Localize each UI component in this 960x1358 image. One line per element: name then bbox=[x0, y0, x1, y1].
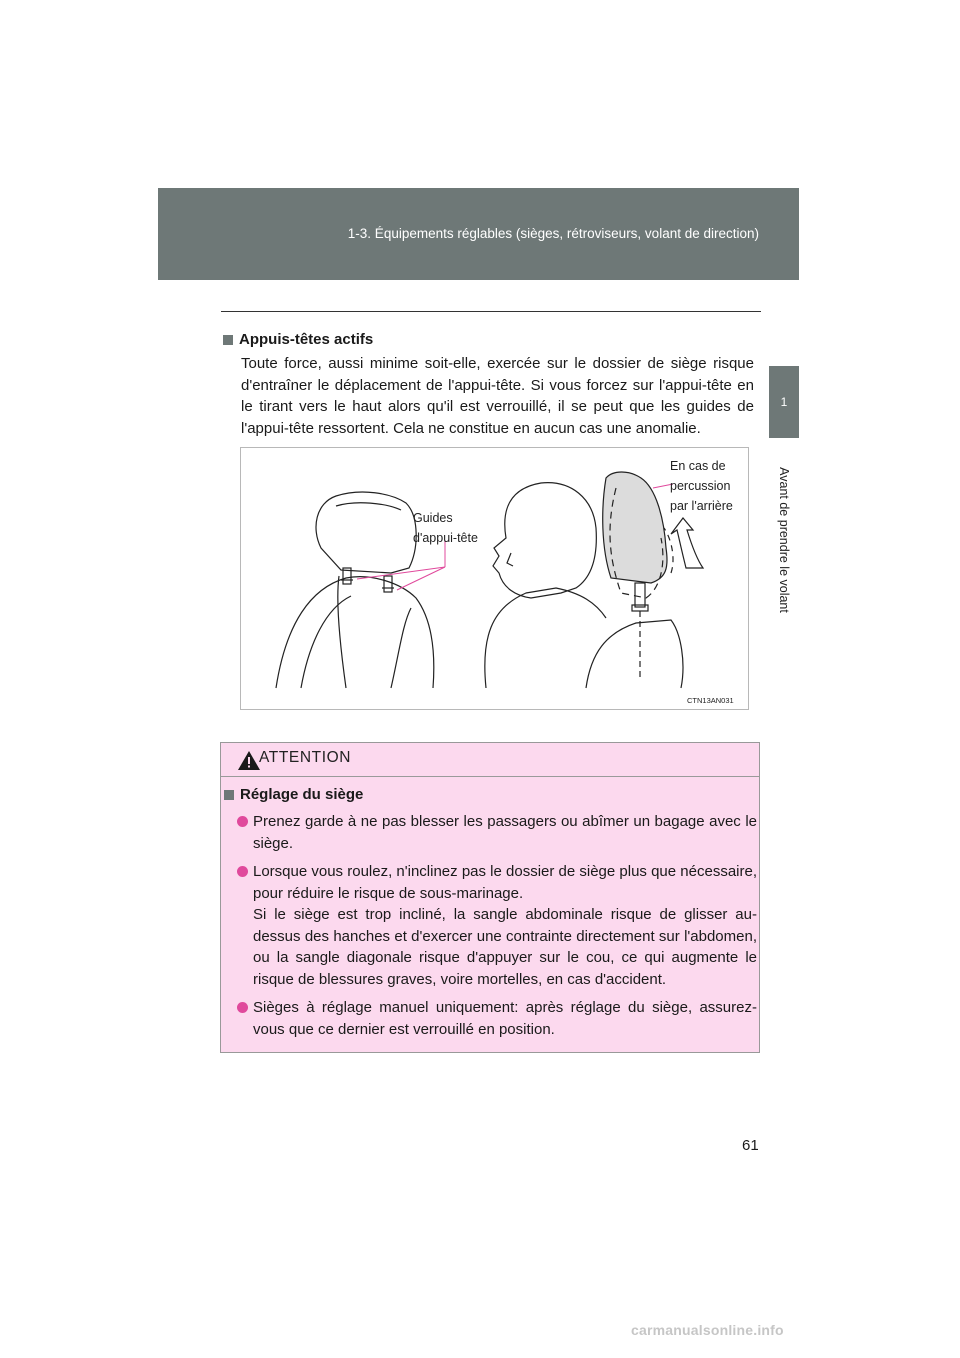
bullet-dot-icon bbox=[237, 816, 248, 827]
square-bullet-icon bbox=[224, 790, 234, 800]
label-impact-line3: par l'arrière bbox=[670, 499, 733, 513]
warning-bullet bbox=[237, 861, 757, 990]
label-guides-line2: d'appui-tête bbox=[413, 531, 478, 545]
warning-bullet bbox=[237, 811, 757, 854]
person-shoulder bbox=[485, 588, 606, 688]
warning-bullet bbox=[237, 997, 757, 1040]
seat-back-left bbox=[276, 577, 434, 688]
warning-bullet-text: Lorsque vous roulez, n'inclinez pas le dossier de siège plus que nécessaire, pour réduire le risque de sous-marinage. bbox=[253, 863, 757, 902]
label-impact-line2: percussion bbox=[670, 479, 731, 493]
bullet-dot-icon bbox=[237, 1002, 248, 1013]
chapter-tab bbox=[769, 366, 799, 438]
label-guides-line1: Guides bbox=[413, 511, 453, 525]
headrest-left bbox=[316, 492, 416, 573]
warning-triangle-icon bbox=[237, 750, 261, 771]
warning-box bbox=[220, 742, 760, 1053]
figure-code: CTN13AN031 bbox=[687, 696, 734, 705]
square-bullet-icon bbox=[223, 335, 233, 345]
headrest-right bbox=[603, 472, 667, 583]
section-title bbox=[223, 331, 373, 348]
warning-header bbox=[221, 743, 759, 777]
warning-bullet-text: Sièges à réglage manuel uniquement: après réglage du siège, assurez-vous que ce dernier est verrouillé en position. bbox=[253, 999, 757, 1038]
warning-bullet-continuation: Si le siège est trop incliné, la sangle abdominale risque de glisser au-dessus des hanches et d'exercer une contrainte directement sur l'abdomen, ou la sangle diagonale risque d'appuyer sur le cou, ce qui augmente le risque de blessures graves, voire mortelles, en cas d'accident. bbox=[253, 906, 757, 988]
header-band bbox=[158, 188, 799, 280]
label-guides bbox=[413, 508, 478, 548]
bullet-dot-icon bbox=[237, 866, 248, 877]
page-number: 61 bbox=[742, 1137, 759, 1154]
watermark: carmanualsonline.info bbox=[631, 1322, 784, 1338]
warning-title: ATTENTION bbox=[259, 749, 352, 766]
chapter-number: 1 bbox=[780, 395, 788, 409]
warning-subtitle-text: Réglage du siège bbox=[240, 786, 364, 803]
section-paragraph: Toute force, aussi minime soit-elle, exercée sur le dossier de siège risque d'entraîner le déplacement de l'appui-tête. Si vous forcez sur l'appui-tête en le tirant vers le haut alors qu'il est verrouillé, il se peut que les guides de l'appui-tête ressortent. Cela ne constitue en aucun cas une anomalie. bbox=[241, 355, 754, 437]
headrest-illustration bbox=[240, 447, 749, 710]
section-title-text: Appuis-têtes actifs bbox=[239, 331, 374, 348]
chapter-label-text: Avant de prendre le volant bbox=[777, 467, 792, 613]
arrow-up-icon bbox=[671, 518, 703, 568]
section-rule bbox=[221, 311, 761, 312]
chapter-label bbox=[766, 455, 802, 625]
label-impact-line1: En cas de bbox=[670, 459, 726, 473]
header-title: 1-3. Équipements réglables (sièges, rétroviseurs, volant de direction) bbox=[347, 226, 759, 241]
seat-back-right bbox=[586, 620, 683, 688]
label-impact bbox=[670, 456, 733, 516]
warning-subtitle bbox=[224, 786, 363, 803]
person-head bbox=[493, 483, 596, 598]
warning-bullet-text: Prenez garde à ne pas blesser les passagers ou abîmer un bagage avec le siège. bbox=[253, 813, 757, 852]
